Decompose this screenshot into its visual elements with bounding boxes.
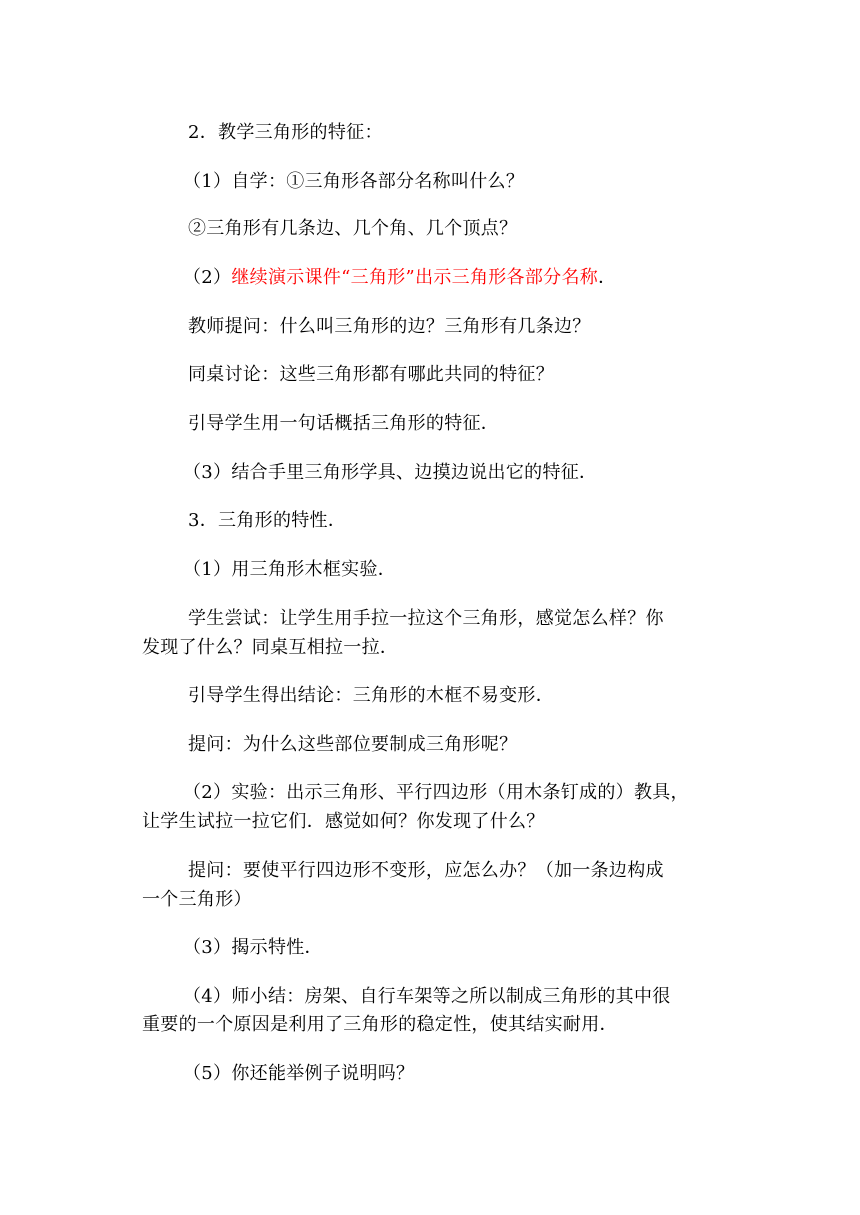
paragraph-demo-courseware bbox=[183, 265, 723, 291]
paragraph-experiment-line2: 让学生试拉一拉它们．感觉如何？你发现了什么？ bbox=[142, 811, 545, 832]
paragraph-question-parallelogram-line2: 一个三角形） bbox=[142, 889, 252, 910]
paragraph-teacher-summary-line1: （4）师小结：房架、自行车架等之所以制成三角形的其中很 bbox=[183, 986, 671, 1007]
paragraph-teacher-question: 教师提问：什么叫三角形的边？三角形有几条边？ bbox=[188, 316, 591, 337]
paragraph-experiment-line1: （2）实验：出示三角形、平行四边形（用木条钉成的）教具， bbox=[183, 782, 689, 803]
demo-period: ． bbox=[598, 267, 617, 288]
paragraph-wood-frame-experiment: （1）用三角形木框实验． bbox=[183, 559, 397, 580]
paragraph-examples: （5）你还能举例子说明吗？ bbox=[183, 1063, 415, 1084]
highlighted-text: 继续演示课件“三角形”出示三角形各部分名称 bbox=[231, 267, 599, 288]
paragraph-question-parallelogram-line1: 提问：要使平行四边形不变形，应怎么办？（加一条边构成 bbox=[188, 860, 664, 881]
paragraph-student-try-line2: 发现了什么？同桌互相拉一拉． bbox=[142, 637, 399, 658]
paragraph-guide-summary: 引导学生用一句话概括三角形的特征． bbox=[188, 413, 500, 434]
heading-triangle-properties: 3．三角形的特性． bbox=[188, 510, 347, 531]
paragraph-hands-on: （3）结合手里三角形学具、边摸边说出它的特征． bbox=[183, 462, 598, 483]
paragraph-question-why: 提问：为什么这些部位要制成三角形呢？ bbox=[188, 734, 518, 755]
paragraph-sides-angles: ②三角形有几条边、几个角、几个顶点？ bbox=[188, 218, 518, 239]
paragraph-student-try-line1: 学生尝试：让学生用手拉一拉这个三角形，感觉怎么样？你 bbox=[188, 608, 664, 629]
heading-triangle-features: 2．教学三角形的特征： bbox=[188, 122, 383, 143]
demo-prefix: （2） bbox=[183, 267, 232, 288]
paragraph-teacher-summary-line2: 重要的一个原因是利用了三角形的稳定性，使其结实耐用． bbox=[142, 1014, 618, 1035]
paragraph-reveal-property: （3）揭示特性． bbox=[183, 937, 323, 958]
paragraph-self-study: （1）自学：①三角形各部分名称叫什么？ bbox=[183, 171, 525, 192]
paragraph-desk-discussion: 同桌讨论：这些三角形都有哪此共同的特征？ bbox=[188, 364, 554, 385]
paragraph-conclusion: 引导学生得出结论：三角形的木框不易变形． bbox=[188, 685, 554, 706]
